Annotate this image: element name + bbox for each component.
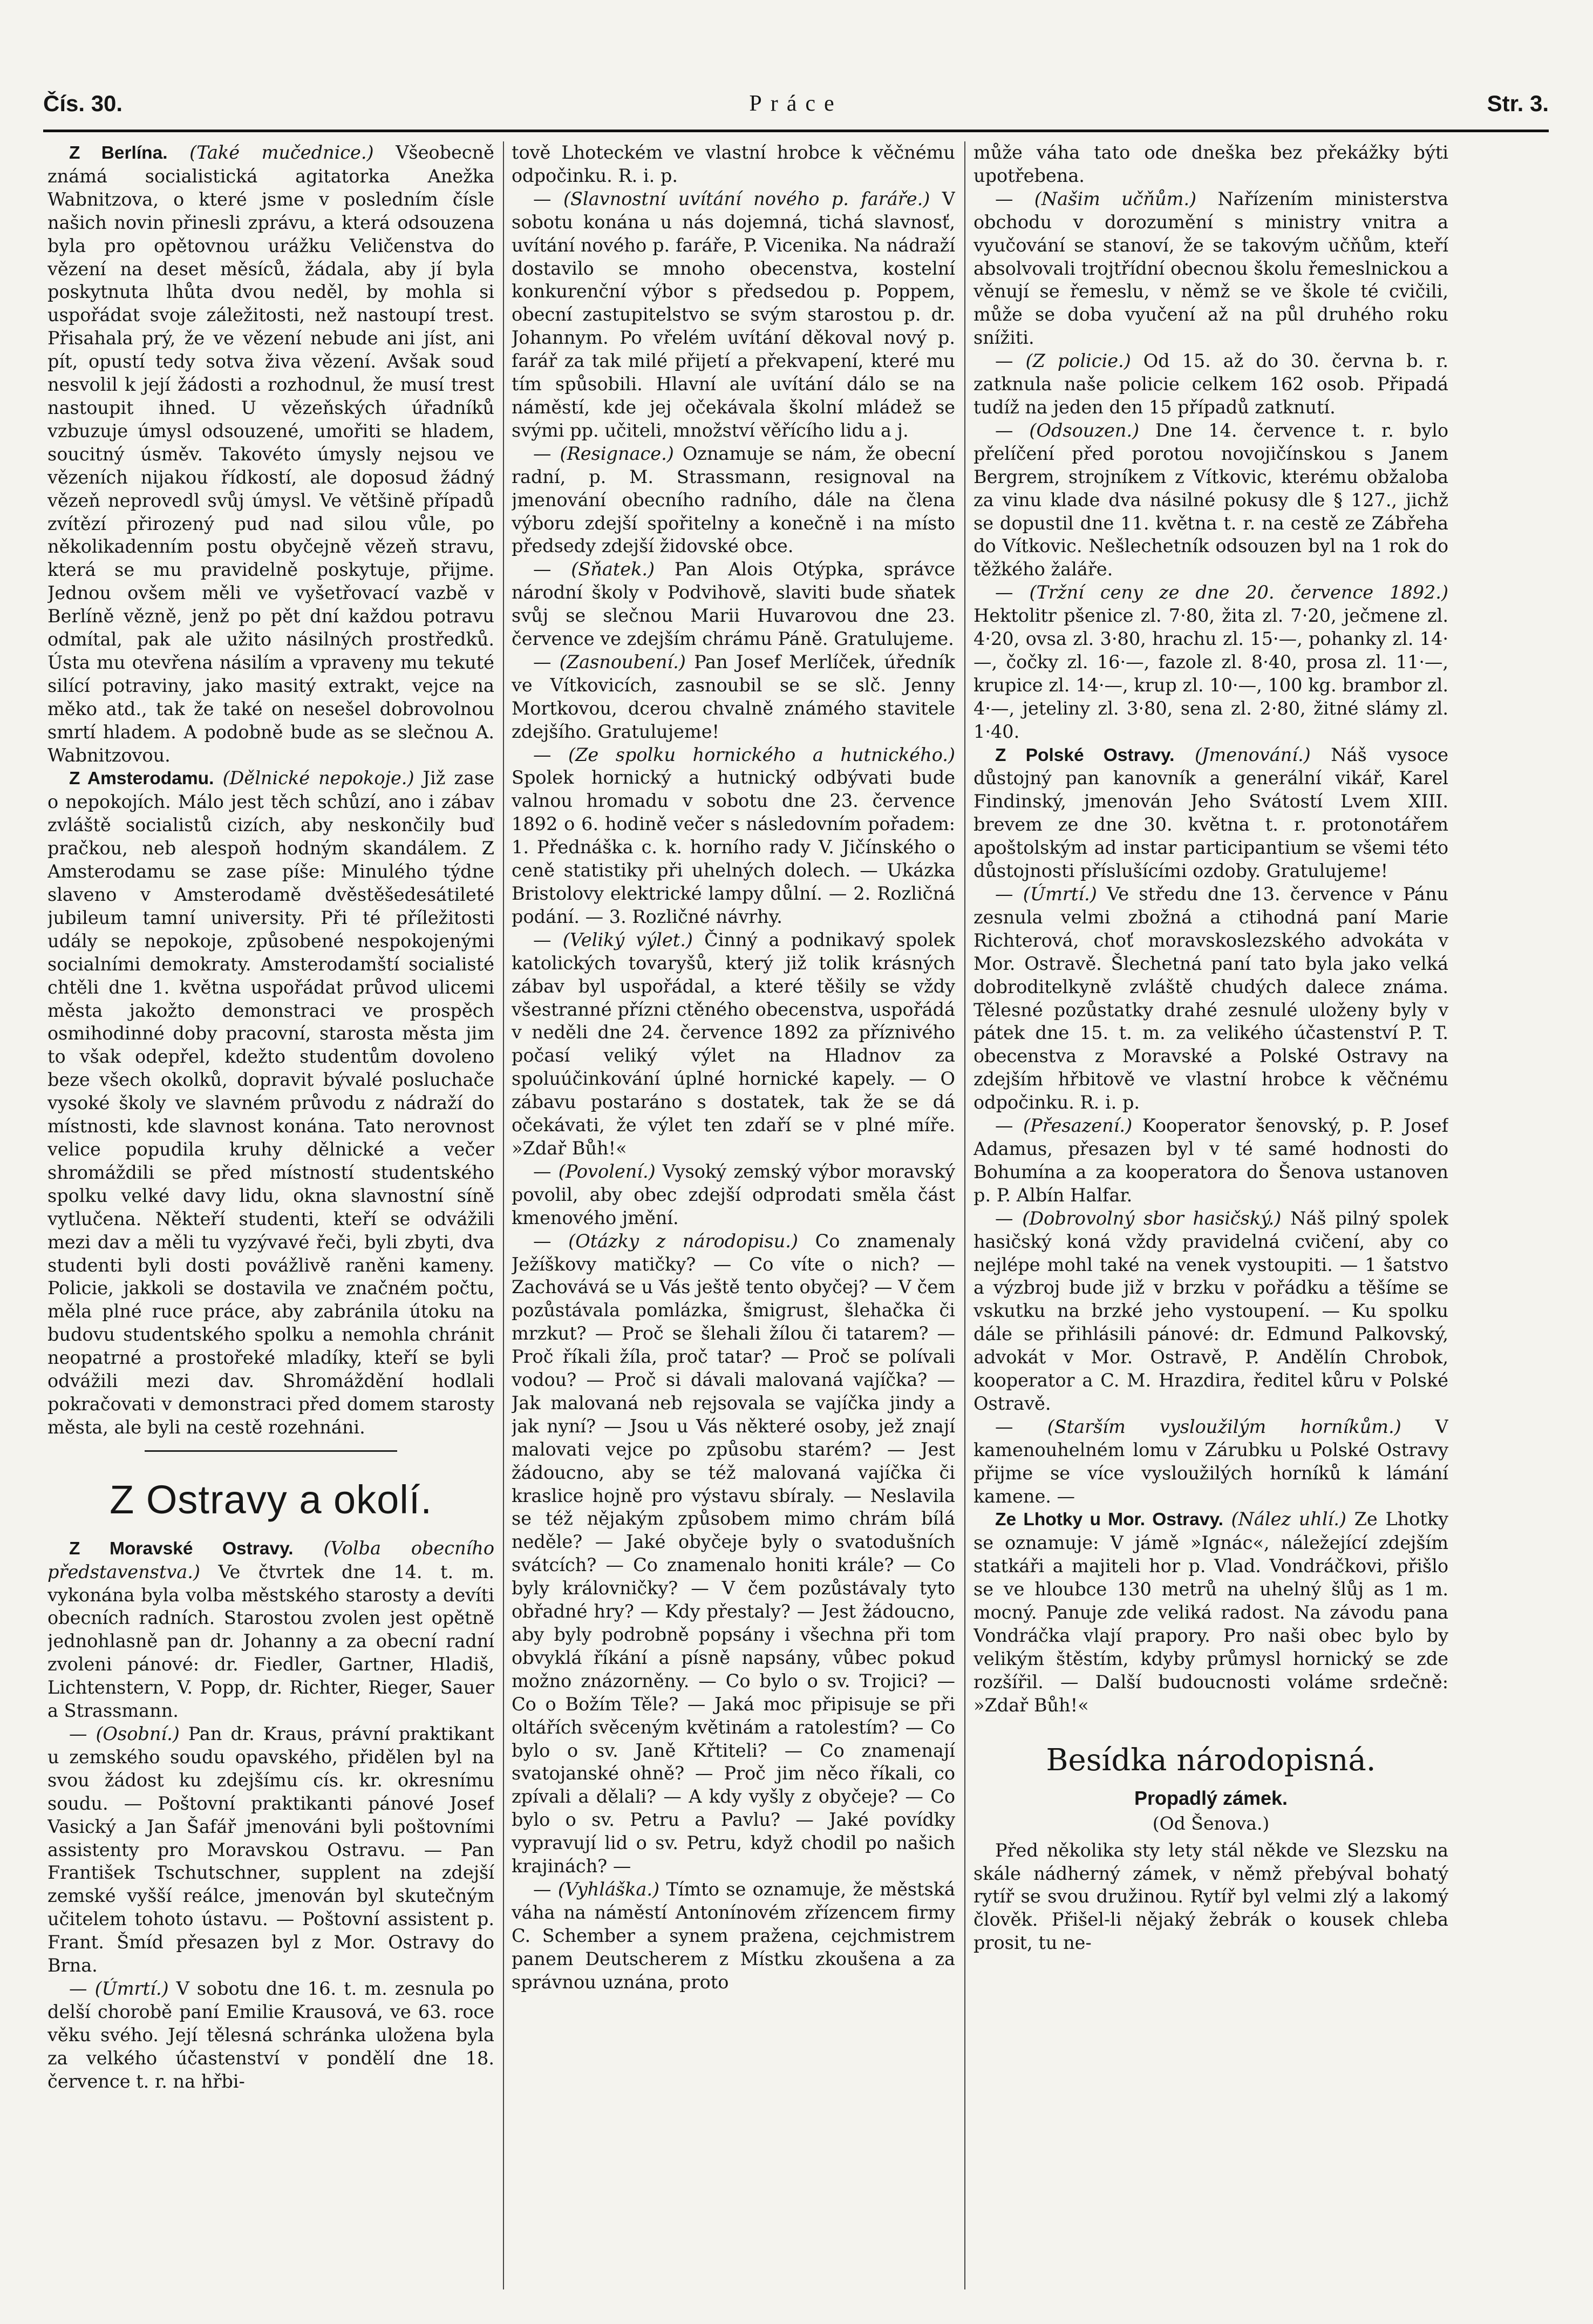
title-otazky: (Otázky z národopisu.) bbox=[568, 1230, 798, 1252]
article-snatek: — (Sňatek.) Pan Alois Otýpka, správce národní školy v Podvihově, slaviti bude sňatek svůj se slečnou Marii Huvarovou dne 23. července ve zdejším chrámu Páně. Gratulujeme. bbox=[512, 559, 955, 650]
article-hasici: — (Dobrovolný sbor hasičský.) Náš pilný spolek hasičský koná vždy pravidelná cvičení, aby co nejlépe mohl také na venek vystoupiti. — 1 šatstvo a výzbroj bude již v brzku v pořádku a těšíme se vskutku na brzké jeho vystoupení. — Ku spolku dále se přihlásili pánové: dr. Edmund Palkovský, advokát v Mor. Ostravě, P. Andělín Chrobok, kooperator a C. M. Hrazdira, ředitel kůru v Polské Ostravě. bbox=[974, 1207, 1448, 1414]
text-hornici: V kamenouhelném lomu v Zárubku u Polské Ostravy přijme se více vysloužilých horníků k lámání kamene. — bbox=[974, 1416, 1448, 1507]
text-umrti-2: Ve středu dne 13. července v Pánu zesnula velmi zbožná a ctihodná paní Marie Richterová, choť moravskoslezského advokáta v Mor. Ostravě. Šlechetná paní tato byla jako velká dobroditelkyně zvláště chudých dalece známa. Tělesné pozůstatky drahé zesnulé uloženy byly v pátek dne 15. t. m. za velikého účastenství P. T. obecenstva z Moravské a Polské Ostravy na zdejším hřbitově ve vlastní hrobce k věčnému odpočinku. R. i. p. bbox=[974, 884, 1448, 1113]
text-ucnum: Nařízením ministerstva obchodu v dorozumění s ministry vnitra a vyučování se stanoví, že se takovým učňům, kteří absolvovali trojtřídní obecnou školu řemeslnickou a věnují se řemeslu, v němž se ve škole té cvičili, může se doba vyučení až na půl druhého roku snížiti. bbox=[974, 188, 1448, 349]
column-1 bbox=[47, 141, 494, 2292]
place-lhotka: Ze Lhotky u Mor. Ostravy. bbox=[995, 1510, 1223, 1530]
column-divider-1 bbox=[503, 141, 504, 2289]
place-mor-ostrava: Z Moravské Ostravy. bbox=[69, 1538, 294, 1559]
text-jmenovani: Náš vysoce důstojný pan kanovník a generální vikář, Karel Findinský, jmenován Jeho Svátostí Lvem XIII. brevem ze dne 30. května t. r. protonotářem apoštolským ad instar participantium se všemi této důstojnosti příslušícími ozdoby. Gratulujeme! bbox=[974, 744, 1448, 882]
title-hornici: (Starším vysloužilým horníkům.) bbox=[1047, 1416, 1401, 1437]
article-povoleni: — (Povolení.) Vysoký zemský výbor moravský povolil, aby obec zdejší odprodati směla část kmenového jmění. bbox=[512, 1160, 955, 1228]
title-zasnoubeni: (Zasnoubení.) bbox=[559, 651, 686, 672]
text-amsterdam: Již zase o nepokojích. Málo jest těch schůzí, ano i zábav zvláště socialistů cizích, aby neskončily buď pračkou, neb alespoň hodným skandálem. Z Amsterodamu se zase píše: Minulého týdne slaveno v Amsterodamě dvěstěšedesátileté jubileum tamní university. Při té příležitosti udály se nepokoje, způsobené nespokojenými socialními demokraty. Amsterodamští socialisté chtěli dne 1. května uspořádat průvod ulicemi města jakožto demonstraci ve prospěch osmihodinné doby pracovní, starosta města jim to však odepřel, kdežto studentům dovoleno beze všech okolků, dopravit bývalé posluchače vysoké školy ve slavném průvodu z nádraží do místnosti, kde slavnost konána. Tato nerovnost velice popudila kruhy dělnické a večer shromáždili se před místností studentského spolku velké davy lidu, okna slavnostní síně vytlučena. Někteří studenti, kteří se odvážili mezi dav a měli tu vyzývavé řeči, byli zbyti, dva studenti byli dosti povážlivě raněni kameny. Policie, jakkoli se dostavila ve značném počtu, měla plné ruce práce, aby zabránila útoku na budovu studentského spolku a nemohla chránit neopatrné a prostořeké mladíky, kteří se byli odvážili mezi dav. Shromáždění hodlali pokračovati v demonstraci před domem starosty města, ale byli na cestě rozehnáni. bbox=[47, 767, 494, 1438]
article-hornici: — (Starším vysloužilým horníkům.) V kamenouhelném lomu v Zárubku u Polské Ostravy přijme se více vysloužilých horníků k lámání kamene. — bbox=[974, 1416, 1448, 1507]
title-jmenovani: (Jmenování.) bbox=[1194, 744, 1311, 765]
title-berlin: (Také mučednice.) bbox=[189, 142, 374, 163]
title-hasici: (Dobrovolný sbor hasičský.) bbox=[1022, 1207, 1282, 1229]
text-otazky: Co znamenaly Ježíškovy matičky? — Co víte o nich? — Zachovává se u Vás ještě tento obyčej? — V čem pozůstávala pomlázka, šmigrust, šlehačka či mrzkut? — Proč se šlehali žílou či tatarem? — Proč říkali žíla, proč tatar? — Proč se polívali vodou? — Proč si dávali malovaná vajíčka? — Jak malovaná neb rejsovala se vajíčka jindy a jak nyní? — Jsou u Vás některé osoby, jež znají malovati vejce po způsobu starém? — Jest žádoucno, aby se též malovaná vajíčka či kraslice hojně pro výstavu sbíraly. — Neslavila se též nějakým způsobem mimo chrám bílá neděle? — Jaké obyčeje byly o svatodušních svátcích? — Co znamenalo honiti krále? — Co byly královničky? — V čem pozůstávaly tyto obřadné hry? — Kdy přestaly? — Jest žádoucno, aby byly podrobně popsány i všechna při tom obvyklá říkání a písně napsány, vůbec pokud možno znázorněny. — Co bylo o sv. Trojici? — Co o Božím Těle? — Jaká moc připisuje se při oltářích svěceným květinám a ratolestím? — Co bylo o sv. Janě Křtiteli? — Co znamenají svatojanské ohně? — Proč jim něco říkali, co zpívali a dělali? — A kdy vyšly z obyčeje? — Co bylo o sv. Petru a Pavlu? — Jaké povídky vypravují lid o sv. Petru, když chodil po našich krajinách? — bbox=[512, 1230, 955, 1877]
article-continuation-3: může váha tato ode dneška bez překážky býti upotřebena. bbox=[974, 142, 1448, 186]
article-spolek: — (Ze spolku hornického a hutnického.) Spolek hornický a hutnický odbývati bude valnou hromadu v sobotu dne 23. července 1892 o 6. hodině večer s následovním pořadem: 1. Přednáška c. k. horního rady V. Jičínského o ceně statistiky při uhelných dolech. — Ukázka Bristolovy elektrické lampy důlní. — 2. Rozličná podání. — 3. Rozličné návrhy. bbox=[512, 744, 955, 927]
text-slavnost: V sobotu konána u nás dojemná, tichá slavnosť, uvítání nového p. faráře, P. Vicenika. Na nádraží dostavilo se mnoho obecenstva, kostelní konkurenční výbor s předsedou p. Poppem, obecní zastupitelstvo se svým starostou p. dr. Johannym. Po vřelém uvítání děkoval nový p. farář za tak milé přijetí a překvapení, které mu tím spůsobili. Hlavní ale uvítání dálo se na náměstí, kde jej očekávala školní mládež se svými pp. učiteli, množství věřícího lidu a j. bbox=[512, 188, 955, 441]
article-lhotka bbox=[974, 1508, 1448, 1717]
text-spolek: Spolek hornický a hutnický odbývati bude valnou hromadu v sobotu dne 23. července 1892 o 6. hodině večer s následovním pořadem: 1. Přednáška c. k. horního rady V. Jičínského o ceně statistiky při uhelných dolech. — Ukázka Bristolovy elektrické lampy důlní. — 2. Rozličná podání. — 3. Rozličné návrhy. bbox=[512, 767, 955, 927]
title-lhotka: (Nález uhlí.) bbox=[1231, 1508, 1346, 1530]
text-volba: Ve čtvrtek dne 14. t. m. vykonána byla volba městského starosty a devíti obecních radních. Starostou zvolen jest opětně jednohlasně pan dr. Johanny a za obecní radní zvoleni pánové: dr. Fiedler, Gartner, Hladiš, Lichtenstern, V. Popp, dr. Richter, Rieger, Sauer a Strassmann. bbox=[47, 1561, 494, 1722]
article-odsouzen: — (Odsouzen.) Dne 14. července t. r. bylo přelíčení před porotou novojičínskou s Janem Bergrem, strojníkem z Vítkovic, kterému obžaloba za vinu klade dva násilné pokusy dle § 127., jichž se dopustil dne 11. května t. r. na cestě ze Zábřeha do Vítkovic. Nešlechetník odsouzen byl na 1 rok do těžkého žaláře. bbox=[974, 419, 1448, 580]
title-amsterdam: (Dělnické nepokoje.) bbox=[222, 767, 414, 789]
title-vylet: (Veliký výlet.) bbox=[562, 929, 693, 950]
title-ceny: (Tržní ceny ze dne 20. července 1892.) bbox=[1029, 582, 1448, 603]
text-zasnoubeni: Pan Josef Merlíček, úředník ve Vítkovicích, zasnoubil se se slč. Jenny Mortkovou, dcerou chvalně známého stavitele zdejšího. Gratulujeme! bbox=[512, 651, 955, 742]
article-ceny: — (Tržní ceny ze dne 20. července 1892.) Hektolitr pšenice zl. 7·80, žita zl. 7·20, ječmene zl. 4·20, ovsa zl. 3·80, hrachu zl. 15·—, pohanky zl. 14·—, čočky zl. 16·—, fazole zl. 8·40, prosa zl. 11·—, krupice zl. 14·—, krup zl. 10·—, 100 kg. brambor zl. 4·—, jeteliny zl. 3·80, sena zl. 2·80, žitné slámy zl. 1·40. bbox=[974, 582, 1448, 742]
title-povoleni: (Povolení.) bbox=[558, 1160, 656, 1182]
issue-number: Čís. 30. bbox=[43, 91, 123, 116]
text-umrti-1: V sobotu dne 16. t. m. zesnula po delší chorobě paní Emilie Krausová, ve 63. roce věku svého. Její tělesná schránka uložena byla za velkého účastenství v pondělí dne 18. července t. r. na hřbi- bbox=[47, 1978, 494, 2092]
besidka-title: Besídka národopisná. bbox=[1046, 1742, 1376, 1778]
text-lhotka: Ze Lhotky se oznamuje: V jámě »Ignác«, náležející zdejším statkáři a majiteli hor p. Vlad. Vondráčkovi, přišlo se ve hloubce 130 metrů na uhelný šlůj as 1 m. mocný. Panuje zde veliká radost. Na závodu pana Vondráčka vlají prapory. Pro naši obec bylo by velikým štěstím, kdyby průmysl hornický se zde rozšířil. — Další budoucnosti voláme srdečně: »Zdař Bůh!« bbox=[974, 1508, 1448, 1716]
text-odsouzen: Dne 14. července t. r. bylo přelíčení před porotou novojičínskou s Janem Bergrem, strojníkem z Vítkovic, kterému obžaloba za vinu klade dva násilné pokusy dle § 127., jichž se dopustil dne 11. května t. r. na cestě ze Zábřeha do Vítkovic. Nešlechetník odsouzen byl na 1 rok do těžkého žaláře. bbox=[974, 419, 1448, 580]
title-odsouzen: (Odsouzen.) bbox=[1029, 419, 1140, 441]
text-policie: Od 15. až do 30. června b. r. zatknula naše policie celkem 162 osob. Připadá tudíž na jeden den 15 případů zatknutí. bbox=[974, 350, 1448, 418]
title-osobni: (Osobní.) bbox=[96, 1723, 180, 1744]
text-osobni: Pan dr. Kraus, právní praktikant u zemského soudu opavského, přidělen byl na svou žádost ku zdejšímu cís. kr. okresnímu soudu. — Poštovní praktikanti pánové Josef Vasický a Jan Šafář jmenováni byli poštovními assistenty pro Moravskou Ostravu. — Pan František Tschutschner, supplent na zdejší zemské vyšší reálce, jmenován byl skutečným učitelem tohoto ústavu. — Poštovní assistent p. Frant. Šmíd přesazen byl z Mor. Ostravy do Brna. bbox=[47, 1723, 494, 1976]
title-policie: (Z policie.) bbox=[1025, 350, 1131, 372]
text-presazeni: Kooperator šenovský, p. P. Josef Adamus, přesazen byl v té samé hodnosti do Bohumína a za kooperatora do Šenova ustanoven p. P. Albín Halfar. bbox=[974, 1115, 1448, 1206]
text-berlin: Všeobecně známá socialistická agitatorka Anežka Wabnitzova, o které jsme v posledním čísle našich novin přinesli zprávu, a která odsouzena byla pro opětovnou urážku Veličenstva do vězení na deset měsíců, žádala, aby jí byla poskytnuta lhůta dvou neděl, by mohla si uspořádat svoje záležitosti, než nastoupí trest. Přisahala prý, že ve vězení nebude ani jíst, ani pít, opustí tedy sotva živa vězení. Avšak soud nesvolil k její žádosti a rozhodnul, že musí trest nastoupit ihned. U vězeňských úřadníků vzbuzuje úmysl odsouzené, umořiti se hladem, soucitný úsměv. Takovéto úmysly nejsou ve vězeních nijakou řídkostí, ale doposud žádný vězeň neprovedl svůj úmysl. Ve většině případů zvítězí přirozený pud nad silou vůle, po několikadenním postu obyčejně vězeň stravu, která se mu pravidelně poskytuje, přijme. Jednou ovšem měli ve vyšetřovací vazbě v Berlíně vězně, jenž po pět dní každou potravu odmítal, pak ale užito násilných prostředků. Ústa mu otevřena násilím a vpraveny mu tekuté silící potraviny, jako masitý extrakt, vejce na měko atd., tak že také on nesešel dobrovolnou smrtí hladem. A podobně bude as se slečnou A. Wabnitzovou. bbox=[47, 142, 494, 766]
article-ucnum: — (Našim učňům.) Nařízením ministerstva obchodu v dorozumění s ministry vnitra a vyučování se stanoví, že se takovým učňům, kteří absolvovali trojtřídní obecnou školu řemeslnickou a věnují se řemeslu, v němž se ve škole té cvičili, může se doba vyučení až na půl druhého roku snížiti. bbox=[974, 188, 1448, 349]
article-slavnost: — (Slavnostní uvítání nového p. faráře.) V sobotu konána u nás dojemná, tichá slavnosť, uvítání nového p. faráře, P. Vicenika. Na nádraží dostavilo se mnoho obecenstva, kostelní konkurenční výbor s předsedou p. Poppem, obecní zastupitelstvo se svým starostou p. dr. Johannym. Po vřelém uvítání děkoval nový p. farář za tak milé přijetí a překvapení, které mu tím spůsobili. Hlavní ale uvítání dálo se na náměstí, kde jej očekávala školní mládež se svými pp. učiteli, množství věřícího lidu a j. bbox=[512, 188, 955, 441]
section-title: Z Ostravy a okolí. bbox=[110, 1477, 432, 1522]
article-volba bbox=[47, 1537, 494, 1723]
besidka-author: (Od Šenova.) bbox=[1152, 1812, 1270, 1834]
title-snatek: (Sňatek.) bbox=[571, 559, 655, 580]
title-ucnum: (Našim učňům.) bbox=[1034, 188, 1197, 209]
title-umrti-2: (Úmrtí.) bbox=[1023, 884, 1097, 905]
title-presazeni: (Přesazení.) bbox=[1023, 1115, 1133, 1137]
title-volba: (Volba obecního představenstva.) bbox=[47, 1537, 494, 1582]
text-vyhlaska: Tímto se oznamuje, že městská váha na náměstí Antonínovém zřízencem firmy C. Schember a synem pražena, cejchmistrem panem Deutscherem z Místku zkoušena a za správnou uznána, proto bbox=[512, 1878, 955, 1993]
text-ceny: Hektolitr pšenice zl. 7·80, žita zl. 7·20, ječmene zl. 4·20, ovsa zl. 3·80, hrachu zl. 15·—, pohanky zl. 14·—, čočky zl. 16·—, fazole zl. 8·40, prosa zl. 11·—, krupice zl. 14·—, krup zl. 10·—, 100 kg. brambor zl. 4·—, jeteliny zl. 3·80, sena zl. 2·80, žitné slámy zl. 1·40. bbox=[974, 605, 1448, 742]
place-berlin: Z Berlína. bbox=[69, 143, 168, 163]
article-vyhlaska: — (Vyhláška.) Tímto se oznamuje, že městská váha na náměstí Antonínovém zřízencem firmy C. Schember a synem pražena, cejchmistrem panem Deutscherem z Místku zkoušena a za správnou uznána, proto bbox=[512, 1878, 955, 1993]
column-divider-2 bbox=[964, 141, 965, 2289]
article-berlin bbox=[47, 141, 494, 767]
article-continuation-2: tově Lhoteckém ve vlastní hrobce k věčnému odpočinku. R. i. p. bbox=[512, 142, 955, 186]
besidka-text: Před několika sty lety stál někde ve Slezsku na skále nádherný zámek, v němž přebýval bohatý rytíř se svou družinou. Rytíř byl velmi zlý a lakomý člověk. Přišel-li nějaký žebrák o kousek chleba prosit, tu ne- bbox=[974, 1839, 1448, 1954]
title-vyhlaska: (Vyhláška.) bbox=[557, 1878, 660, 1900]
text-snatek: Pan Alois Otýpka, správce národní školy v Podvihově, slaviti bude sňatek svůj se slečnou Marii Huvarovou dne 23. července ve zdejším chrámu Páně. Gratulujeme. bbox=[512, 559, 955, 650]
text-vylet: Činný a podnikavý spolek katolických tovaryšů, který již tolik krásných zábav byl uspořádal, a které těšily se vždy všestranné přízni ctěného obecenstva, uspořádá v neděli dne 24. července 1892 za příznivého počasí veliký výlet na Hladnov za spoluúčinkování úplné hornické kapely. — O zábavu postaráno s dostatek, tak že se dá očekávati, že výlet ten zdaří se v plné míře. »Zdař Bůh!« bbox=[512, 929, 955, 1159]
text-resignace: Oznamuje se nám, že obecní radní, p. M. Strassmann, resignoval na jmenování obecního radního, dále na člena výboru zdejší spořitelny a konečně i na místo předsedy zdejší židovské obce. bbox=[512, 443, 955, 557]
title-spolek: (Ze spolku hornického a hutnického.) bbox=[568, 744, 955, 765]
title-resignace: (Resignace.) bbox=[560, 443, 674, 464]
title-slavnost: (Slavnostní uvítání nového p. faráře.) bbox=[563, 188, 930, 209]
newspaper-title: Práce bbox=[749, 91, 843, 116]
article-policie: — (Z policie.) Od 15. až do 30. června b. r. zatknula naše policie celkem 162 osob. Připadá tudíž na jeden den 15 případů zatknutí. bbox=[974, 350, 1448, 418]
article-osobni: — (Osobní.) Pan dr. Kraus, právní praktikant u zemského soudu opavského, přidělen byl na svou žádost ku zdejšímu cís. kr. okresnímu soudu. — Poštovní praktikanti pánové Josef Vasický a Jan Šafář jmenováni byli poštovními assistenty pro Moravskou Ostravu. — Pan František Tschutschner, supplent na zdejší zemské vyšší reálce, jmenován byl skutečným učitelem tohoto ústavu. — Poštovní assistent p. Frant. Šmíd přesazen byl z Mor. Ostravy do Brna. bbox=[47, 1723, 494, 1976]
article-zasnoubeni: — (Zasnoubení.) Pan Josef Merlíček, úředník ve Vítkovicích, zasnoubil se se slč. Jenny Mortkovou, dcerou chvalně známého stavitele zdejšího. Gratulujeme! bbox=[512, 651, 955, 742]
page-header bbox=[43, 91, 1549, 123]
place-amsterdam: Z Amsterodamu. bbox=[69, 769, 214, 789]
article-presazeni: — (Přesazení.) Kooperator šenovský, p. P. Josef Adamus, přesazen byl v té samé hodnosti do Bohumína a za kooperatora do Šenova ustanoven p. P. Albín Halfar. bbox=[974, 1115, 1448, 1206]
article-otazky: — (Otázky z národopisu.) Co znamenaly Ježíškovy matičky? — Co víte o nich? — Zachovává se u Vás ještě tento obyčej? — V čem pozůstávala pomlázka, šmigrust, šlehačka či mrzkut? — Proč se šlehali žílou či tatarem? — Proč říkali žíla, proč tatar? — Proč se polívali vodou? — Proč si dávali malovaná vajíčka? — Jak malovaná neb rejsovala se vajíčka jindy a jak nyní? — Jsou u Vás některé osoby, jež znají malovati vejce po způsobu starém? — Jest žádoucno, aby se též malovaná vajíčka či kraslice hojně pro výstavu sbíraly. — Neslavila se též nějakým způsobem mimo chrám bílá neděle? — Jaké obyčeje byly o svatodušních svátcích? — Co znamenalo honiti krále? — Co byly královničky? — V čem pozůstávaly tyto obřadné hry? — Kdy přestaly? — Jest žádoucno, aby byly podrobně popsány i všechna při tom obvyklá říkání a písně napsány, vůbec pokud možno znázorněny. — Co bylo o sv. Trojici? — Co o Božím Těle? — Jaká moc připisuje se při oltářích svěceným květinám a ratolestím? — Co bylo o sv. Janě Křtiteli? — Co znamenají svatojanské ohně? — Proč jim něco říkali, co zpívali a dělali? — A kdy vyšly z obyčeje? — Co bylo o sv. Petru a Pavlu? — Jaké povídky vypravují lid o sv. Petru, když chodil po našich krajinách? — bbox=[512, 1230, 955, 1877]
column-3 bbox=[974, 141, 1448, 2292]
article-resignace: — (Resignace.) Oznamuje se nám, že obecní radní, p. M. Strassmann, resignoval na jmenování obecního radního, dále na člena výboru zdejší spořitelny a konečně i na místo předsedy zdejší židovské obce. bbox=[512, 443, 955, 557]
text-povoleni: Vysoký zemský výbor moravský povolil, aby obec zdejší odprodati směla část kmenového jmění. bbox=[512, 1160, 955, 1228]
title-umrti-1: (Úmrtí.) bbox=[94, 1978, 169, 1999]
text-hasici: Náš pilný spolek hasičský koná vždy pravidelná cvičení, aby co nejlépe mohl také na venek vystoupiti. — 1 šatstvo a výzbroj bude již v brzku v pořádku a těšíme se vskutku na brzké jeho vystoupení. — Ku spolku dále se přihlásili pánové: dr. Edmund Palkovský, advokát v Mor. Ostravě, P. Andělín Chrobok, kooperator a C. M. Hrazdira, ředitel kůru v Polské Ostravě. bbox=[974, 1207, 1448, 1414]
page-number: Str. 3. bbox=[1487, 91, 1549, 116]
place-polska-ostrava: Z Polské Ostravy. bbox=[995, 745, 1175, 765]
header-rule bbox=[43, 130, 1549, 132]
article-umrti-1: — (Úmrtí.) V sobotu dne 16. t. m. zesnula po delší chorobě paní Emilie Krausová, ve 63. roce věku svého. Její tělesná schránka uložena byla za velkého účastenství v pondělí dne 18. července t. r. na hřbi- bbox=[47, 1978, 494, 2092]
article-amsterdam bbox=[47, 767, 494, 1439]
section-divider bbox=[145, 1450, 397, 1452]
article-umrti-2: — (Úmrtí.) Ve středu dne 13. července v Pánu zesnula velmi zbožná a ctihodná paní Marie Richterová, choť moravskoslezského advokáta v Mor. Ostravě. Šlechetná paní tato byla jako velká dobroditelkyně zvláště chudých dalece známa. Tělesné pozůstatky drahé zesnulé uloženy byly v pátek dne 15. t. m. za velikého účastenství P. T. obecenstva z Moravské a Polské Ostravy na zdejším hřbitově ve vlastní hrobce k věčnému odpočinku. R. i. p. bbox=[974, 884, 1448, 1113]
article-polska bbox=[974, 744, 1448, 883]
article-vylet: — (Veliký výlet.) Činný a podnikavý spolek katolických tovaryšů, který již tolik krásných zábav byl uspořádal, a které těšily se vždy všestranné přízni ctěného obecenstva, uspořádá v neděli dne 24. července 1892 za příznivého počasí veliký výlet na Hladnov za spoluúčinkování úplné hornické kapely. — O zábavu postaráno s dostatek, tak že se dá očekávati, že výlet ten zdaří se v plné míře. »Zdař Bůh!« bbox=[512, 929, 955, 1159]
column-2 bbox=[512, 141, 955, 2292]
besidka-subtitle: Propadlý zámek. bbox=[1134, 1786, 1288, 1809]
